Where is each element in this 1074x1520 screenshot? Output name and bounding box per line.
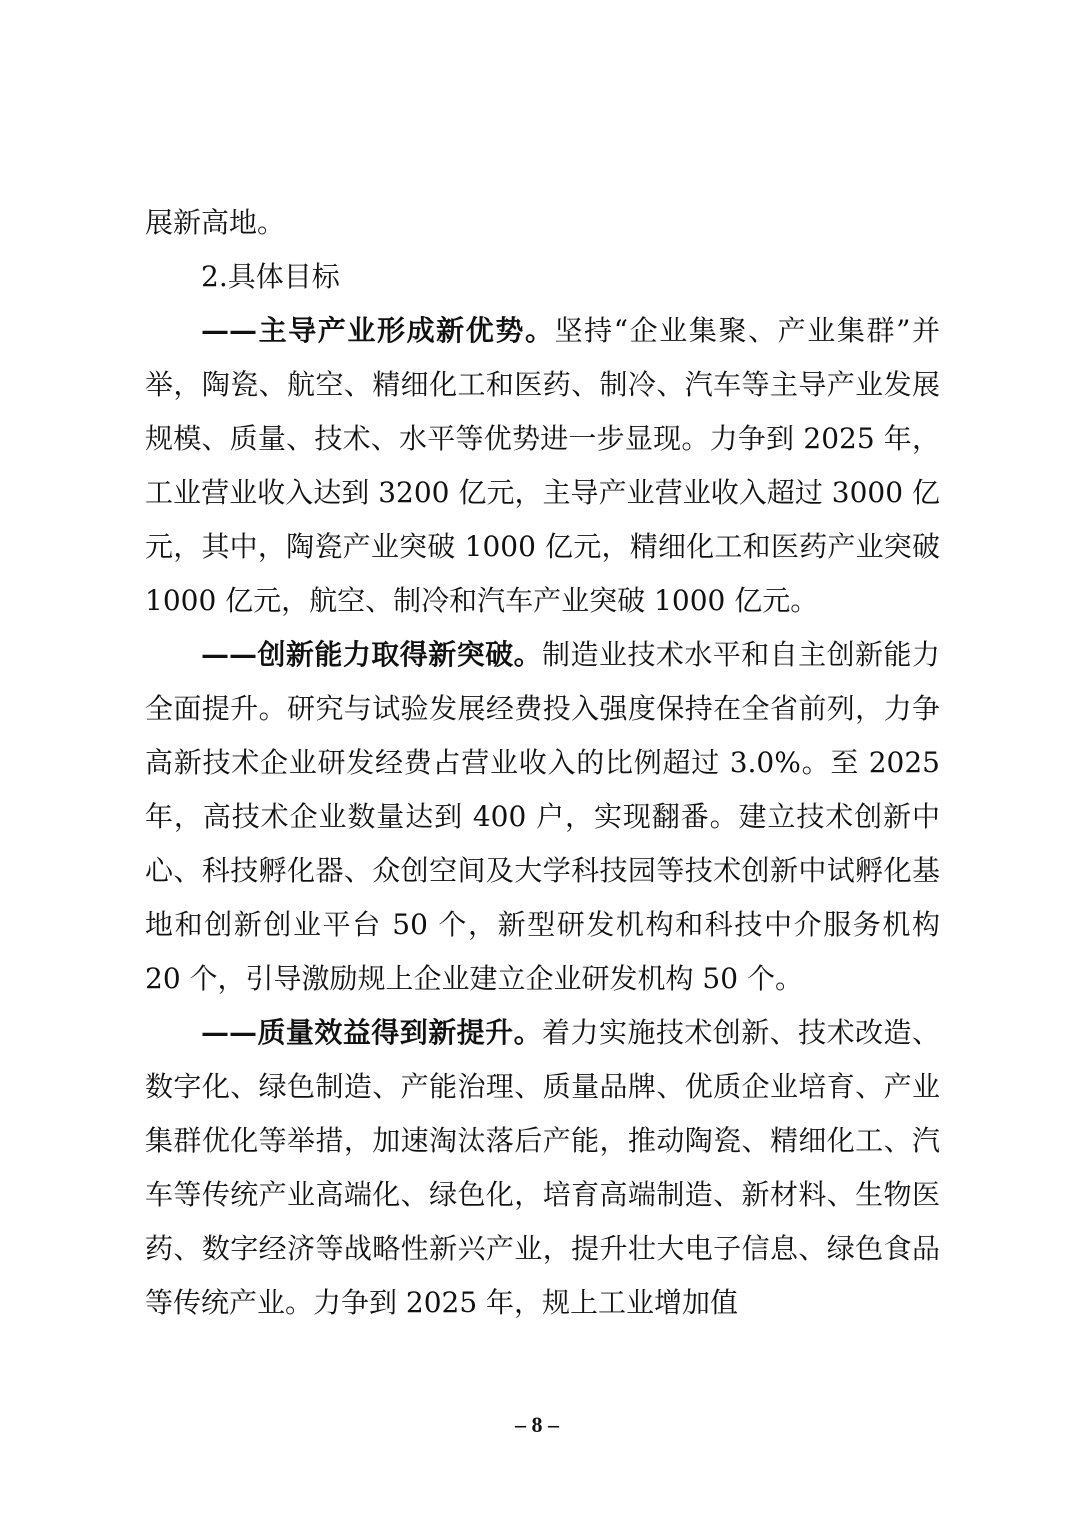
paragraph-lead: ——创新能力取得新突破。 xyxy=(201,638,543,671)
document-body xyxy=(145,196,940,1330)
paragraph-continuation xyxy=(145,196,940,250)
section-heading xyxy=(145,250,940,304)
paragraph-lead: ——主导产业形成新优势。 xyxy=(201,314,555,347)
paragraph-quality xyxy=(145,1006,940,1330)
paragraph-innovation xyxy=(145,628,940,1006)
paragraph-lead: ——质量效益得到新提升。 xyxy=(201,1016,543,1049)
paragraph-leading-industries xyxy=(145,304,940,628)
paragraph-text: 着力实施技术创新、技术改造、数字化、绿色制造、产能治理、质量品牌、优质企业培育、产业集群优化等举措，加速淘汰落后产能，推动陶瓷、精细化工、汽车等传统产业高端化、绿色化，培育高端制造、新材料、生物医药、数字经济等战略性新兴产业，提升壮大电子信息、绿色食品等传统产业。力争到 2025 年，规上工业增加值 xyxy=(145,1016,940,1319)
paragraph-text: 坚持“企业集聚、产业集群”并举，陶瓷、航空、精细化工和医药、制冷、汽车等主导产业发展规模、质量、技术、水平等优势进一步显现。力争到 2025 年，工业营业收入达到 3200 亿元，主导产业营业收入超过 3000 亿元，其中，陶瓷产业突破 1000 亿元，精细化工和医药产业突破 1000 亿元，航空、制冷和汽车产业突破 1000 亿元。 xyxy=(145,314,940,617)
paragraph-text: 展新高地。 xyxy=(145,206,286,239)
section-heading-text: 2.具体目标 xyxy=(201,260,340,293)
paragraph-text: 制造业技术水平和自主创新能力全面提升。研究与试验发展经费投入强度保持在全省前列，力争高新技术企业研发经费占营业收入的比例超过 3.0%。至 2025 年，高技术企业数量达到 400 户，实现翻番。建立技术创新中心、科技孵化器、众创空间及大学科技园等技术创新中试孵化基地和创新创业平台 50 个，新型研发机构和科技中介服务机构 20 个，引导激励规上企业建立企业研发机构 50 个。 xyxy=(145,638,940,995)
page-number: – 8 – xyxy=(515,1412,559,1437)
